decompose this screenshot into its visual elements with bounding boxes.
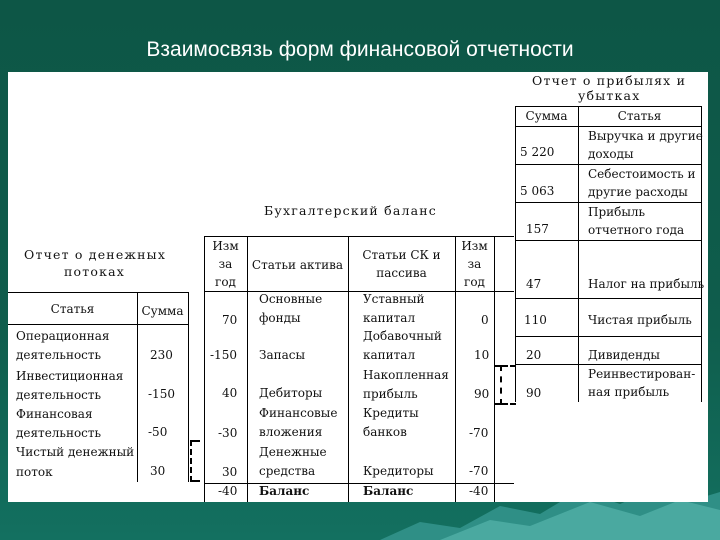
bs-asset-item: Финансовые	[259, 406, 338, 420]
pl-row-sum: 5 063	[520, 184, 555, 198]
cf-row-item: Чистый денежный	[16, 445, 135, 459]
bs-liabilities-change-header-line3: год	[464, 275, 485, 289]
bs-liability-item: Уставный	[363, 292, 425, 306]
pl-row-sum: 90	[526, 386, 542, 400]
pl-row-sum: 20	[526, 348, 542, 362]
cf-row-item-line2: деятельность	[16, 426, 102, 440]
pl-row-item-line2: отчетного года	[588, 223, 685, 237]
cf-row-item: Финансовая	[16, 407, 93, 421]
bs-liability-change: -40	[469, 484, 489, 498]
document-sheet	[8, 72, 708, 502]
bs-liability-change: 10	[474, 348, 490, 362]
cf-row-item-line2: деятельность	[16, 388, 102, 402]
pl-row-item: Налог на прибыль	[588, 277, 705, 291]
pl-row-item: Себестоимость и	[588, 167, 696, 181]
bs-asset-item: Запасы	[259, 348, 306, 362]
bs-liabilities-header-line2: пассива	[376, 266, 427, 280]
bs-asset-change: -30	[218, 426, 238, 440]
bs-caption: Бухгалтерский баланс	[264, 203, 437, 218]
bs-liability-item-line2: капитал	[363, 311, 416, 325]
cf-to-balance-connector-bottom	[190, 480, 200, 482]
slide-title: Взаимосвязь форм финансовой отчетности	[146, 38, 574, 61]
bs-liability-change: -70	[469, 464, 489, 478]
pl-row-item-line2: ная прибыль	[588, 385, 670, 399]
cf-header-item: Статья	[50, 302, 95, 316]
cf-caption-line1: Отчет о денежных	[24, 247, 167, 262]
bs-liabilities-change-header: Изм	[461, 239, 488, 253]
bs-liability-change: 0	[481, 313, 489, 327]
cf-row-sum: -50	[148, 425, 168, 439]
bs-liability-item: Кредиты	[363, 406, 419, 420]
cf-caption-line2: потоках	[64, 264, 126, 279]
bs-liability-item-line2: прибыль	[363, 387, 418, 401]
bs-liabilities-change-header-line2: за	[467, 257, 482, 271]
cf-header-sum: Сумма	[141, 304, 184, 318]
bs-asset-change: 40	[222, 386, 238, 400]
bs-asset-change: 70	[222, 313, 238, 327]
pl-row-item-line2: другие расходы	[588, 185, 688, 199]
pl-row-item: Чистая прибыль	[588, 313, 692, 327]
bs-liability-change: -70	[469, 426, 489, 440]
pl-row-sum: 47	[526, 277, 542, 291]
bs-liability-change: 90	[474, 387, 490, 401]
cf-to-balance-connector	[190, 440, 192, 482]
cf-row-sum: -150	[148, 387, 175, 401]
cf-row-item-line2: деятельность	[16, 348, 102, 362]
bs-assets-change-header-line2: за	[218, 257, 233, 271]
pl-header-item: Статья	[617, 109, 662, 123]
bs-asset-item: Основные	[259, 292, 323, 306]
bs-asset-change: -40	[218, 484, 238, 498]
bs-liability-item: Кредиторы	[363, 464, 434, 478]
bs-assets-change-header: Изм	[212, 239, 239, 253]
pl-row-sum: 157	[526, 222, 549, 236]
cf-row-item-line2: поток	[16, 465, 53, 479]
bs-liabilities-total: Баланс	[363, 484, 414, 498]
pl-row-item: Реинвестирован-	[588, 367, 696, 381]
bs-liability-item-line2: банков	[363, 425, 407, 439]
bs-asset-item-line2: фонды	[259, 311, 301, 325]
bs-asset-change: 30	[222, 465, 238, 479]
cf-row-sum: 230	[150, 348, 173, 362]
balance-to-pl-connector	[500, 365, 502, 405]
bs-asset-item: Дебиторы	[259, 386, 323, 400]
cf-row-sum: 30	[150, 464, 166, 478]
bs-liability-item-line2: капитал	[363, 348, 416, 362]
balance-to-pl-connector-bottom	[494, 403, 516, 405]
bs-liability-item: Добавочный	[363, 329, 442, 343]
pl-header-sum: Сумма	[525, 109, 568, 123]
bs-liabilities-header: Статьи СК и	[362, 248, 441, 262]
pl-row-sum: 110	[524, 313, 547, 327]
cf-to-balance-connector-top	[190, 440, 200, 442]
bs-asset-change: -150	[210, 348, 237, 362]
bs-assets-header: Статьи актива	[251, 258, 344, 272]
pl-row-item: Дивиденды	[588, 348, 660, 362]
cf-row-item: Операционная	[16, 329, 110, 343]
bs-assets-total: Баланс	[259, 484, 310, 498]
balance-to-pl-connector-top	[494, 365, 516, 367]
bs-liability-item: Накопленная	[363, 368, 449, 382]
pl-row-item: Прибыль	[588, 205, 646, 219]
pl-caption-line2: убытках	[578, 88, 641, 103]
bs-asset-item: Денежные	[259, 445, 327, 459]
bs-asset-item-line2: средства	[259, 464, 316, 478]
pl-caption-line1: Отчет о прибылях и	[532, 73, 687, 88]
pl-row-item: Выручка и другие	[588, 129, 703, 143]
bs-assets-change-header-line3: год	[215, 275, 236, 289]
bs-asset-item-line2: вложения	[259, 425, 323, 439]
pl-row-item-line2: доходы	[588, 147, 634, 161]
pl-row-sum: 5 220	[520, 145, 555, 159]
cf-row-item: Инвестиционная	[16, 369, 124, 383]
